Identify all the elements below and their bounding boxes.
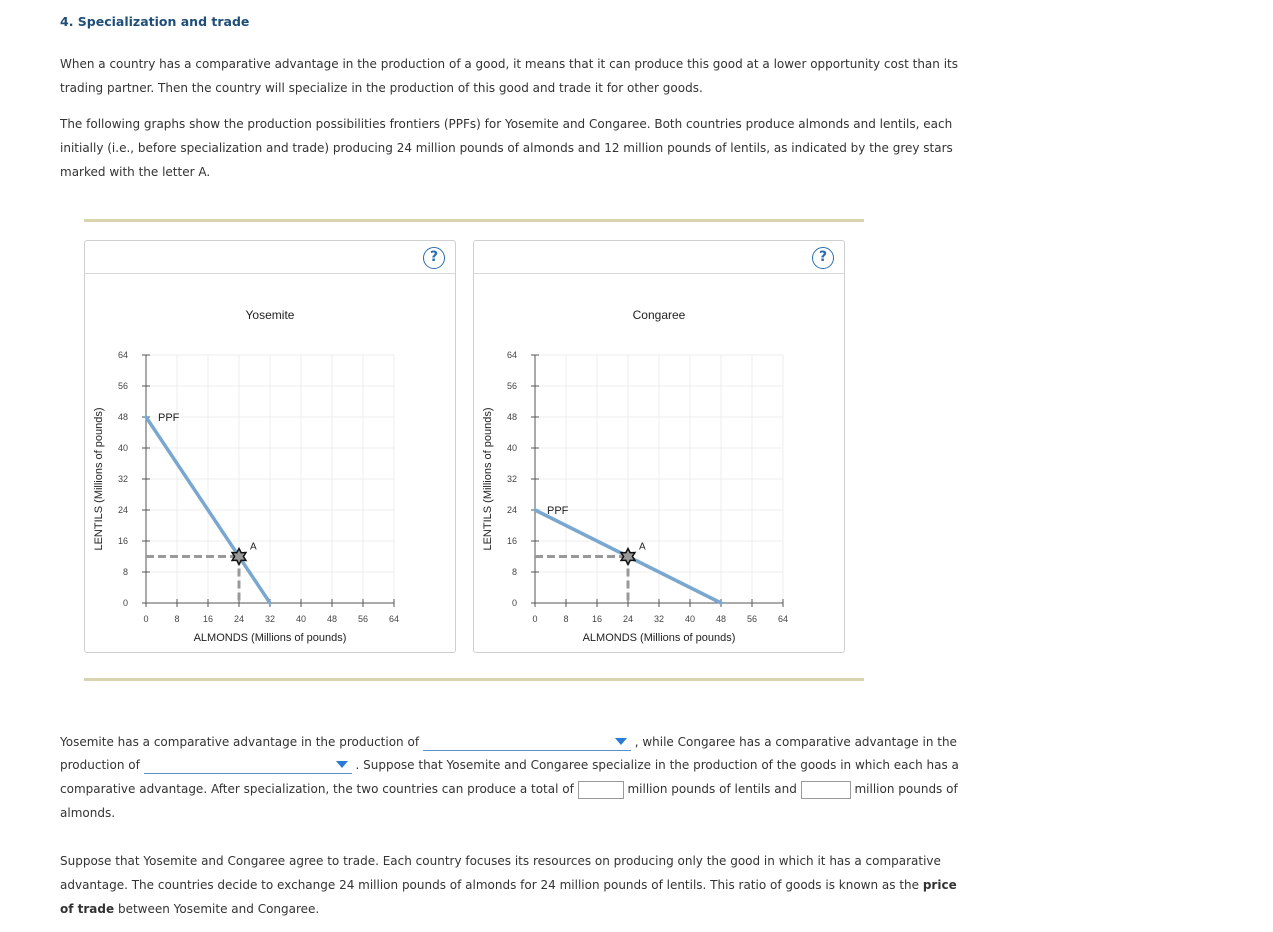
help-icon[interactable]: ?: [423, 247, 445, 269]
x-tick-label: 16: [202, 614, 214, 624]
y-tick-label: 48: [117, 412, 128, 422]
trade-line-3: [60, 897, 980, 921]
yosemite-graph-panel: [84, 240, 456, 653]
y-tick-label: 16: [506, 536, 517, 546]
question-line-2: [60, 753, 980, 777]
x-tick-label: 24: [622, 614, 634, 624]
x-tick-label: 56: [357, 614, 369, 624]
question-line-1: [60, 730, 980, 754]
x-tick-label: 48: [715, 614, 727, 624]
question-text: . Suppose that Yosemite and Congaree specialize in the production of the goods in which each has a: [355, 758, 959, 772]
almonds-total-input[interactable]: [802, 786, 850, 802]
divider-top: [84, 219, 864, 222]
question-text: , while Congaree has a comparative advantage in the: [634, 735, 957, 749]
question-text: comparative advantage. After specialization, the two countries can produce a total of: [60, 782, 574, 796]
divider-bottom: [84, 678, 864, 681]
trade-text: advantage. The countries decide to exchange 24 million pounds of almonds for 24 million pounds of lentils. This ratio of goods is known as the: [60, 878, 920, 892]
x-tick-label: 48: [326, 614, 338, 624]
question-line-3: [60, 777, 980, 801]
y-tick-label: 24: [117, 505, 128, 515]
ppf-label: PPF: [547, 505, 569, 517]
almonds-total-box[interactable]: [801, 781, 851, 799]
help-icon[interactable]: ?: [812, 247, 834, 269]
section-title: 4. Specialization and trade: [60, 14, 250, 29]
x-axis-label: ALMONDS (Millions of pounds): [582, 632, 736, 644]
x-tick-label: 24: [233, 614, 245, 624]
trade-text: Suppose that Yosemite and Congaree agree to trade. Each country focuses its resources on producing only the good in which it has a comparative: [60, 854, 941, 868]
question-text: almonds.: [60, 806, 116, 820]
y-tick-label: 0: [511, 598, 517, 608]
chart-title: Yosemite: [245, 308, 295, 322]
x-tick-label: 40: [684, 614, 696, 624]
x-tick-label: 32: [653, 614, 665, 624]
y-tick-label: 32: [117, 474, 128, 484]
y-tick-label: 56: [506, 381, 517, 391]
y-tick-label: 32: [506, 474, 517, 484]
y-tick-label: 16: [117, 536, 128, 546]
y-tick-label: 56: [117, 381, 128, 391]
x-tick-label: 56: [746, 614, 758, 624]
y-axis-label: LENTILS (Millions of pounds): [482, 407, 494, 551]
question-text: Yosemite has a comparative advantage in the production of: [60, 735, 420, 749]
x-axis-label: ALMONDS (Millions of pounds): [193, 632, 347, 644]
point-label: A: [639, 541, 646, 553]
y-tick-label: 48: [506, 412, 517, 422]
question-text: million pounds of lentils and: [627, 782, 797, 796]
point-a-star-icon: [621, 549, 635, 565]
trade-text: between Yosemite and Congaree.: [117, 902, 320, 916]
y-tick-label: 64: [506, 350, 517, 360]
y-axis-label: LENTILS (Millions of pounds): [93, 407, 105, 551]
question-text: production of: [60, 758, 140, 772]
y-tick-label: 40: [506, 443, 517, 453]
x-tick-label: 0: [532, 614, 538, 624]
comparative-advantage-yosemite-dropdown[interactable]: [423, 734, 631, 751]
y-tick-label: 24: [506, 505, 517, 515]
y-tick-label: 40: [117, 443, 128, 453]
yosemite-chart[interactable]: [85, 274, 455, 650]
congaree-chart[interactable]: [474, 274, 844, 650]
comparative-advantage-congaree-dropdown[interactable]: [144, 757, 352, 774]
x-tick-label: 8: [174, 614, 180, 624]
lentils-total-box[interactable]: [578, 781, 624, 799]
trade-line-2: [60, 873, 980, 897]
chart-title: Congaree: [632, 308, 686, 322]
x-tick-label: 64: [777, 614, 789, 624]
x-tick-label: 32: [264, 614, 276, 624]
intro-paragraph-1: When a country has a comparative advantage in the production of a good, it means that it can produce this good at a lower opportunity cost than its trading partner. Then the country will specialize in the production of this good and trade it for other goods.: [60, 57, 958, 95]
trade-line-1: [60, 849, 980, 873]
y-tick-label: 8: [511, 567, 517, 577]
point-label: A: [250, 541, 257, 553]
dropdown-arrow-icon: [615, 738, 627, 745]
question-text: million pounds of: [854, 782, 958, 796]
dropdown-arrow-icon: [336, 761, 348, 768]
y-tick-label: 64: [117, 350, 128, 360]
y-tick-label: 8: [122, 567, 128, 577]
lentils-total-input[interactable]: [579, 786, 623, 802]
x-tick-label: 16: [591, 614, 603, 624]
x-tick-label: 8: [563, 614, 569, 624]
trade-bold-term: of trade: [60, 902, 115, 916]
panel-toolbar: [85, 241, 455, 274]
congaree-graph-panel: [473, 240, 845, 653]
y-tick-label: 0: [122, 598, 128, 608]
trade-bold-term: price: [922, 878, 957, 892]
ppf-label: PPF: [158, 412, 180, 424]
x-tick-label: 0: [143, 614, 149, 624]
x-tick-label: 40: [295, 614, 307, 624]
x-tick-label: 64: [388, 614, 400, 624]
question-line-4: [60, 801, 980, 825]
panel-toolbar: [474, 241, 844, 274]
intro-paragraph-2: The following graphs show the production possibilities frontiers (PPFs) for Yosemite and Congaree. Both countries produce almonds and lentils, each initially (i.e., before specialization and trade) producing 24 million pounds of almonds and 12 million pounds of lentils, as indicated by the grey stars marked with the letter A.: [60, 117, 953, 179]
